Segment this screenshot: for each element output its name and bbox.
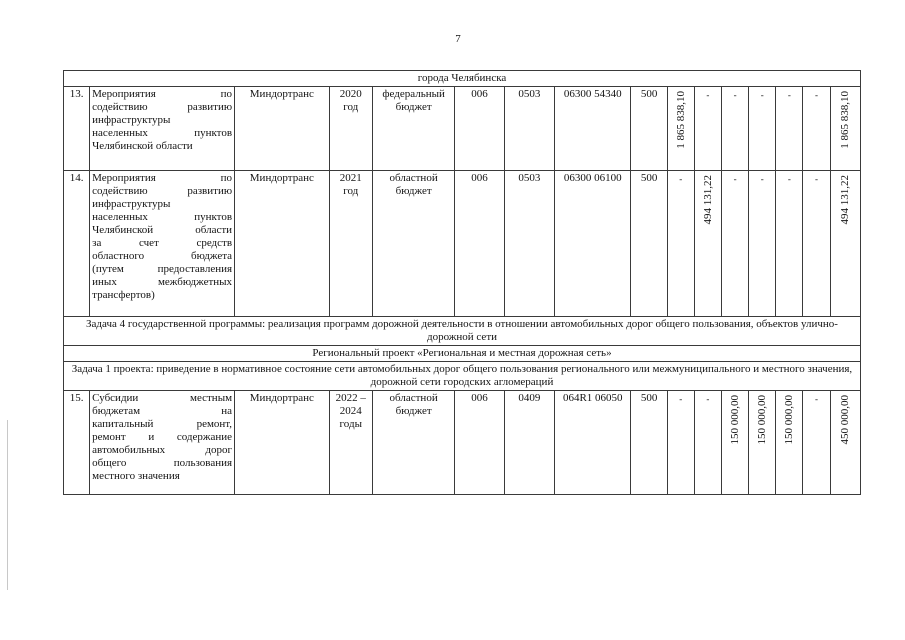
measure-name-line: ремонт и содержание	[92, 431, 233, 443]
amount-cell	[830, 391, 860, 495]
funding-source: федеральный бюджет	[372, 87, 455, 171]
funding-source: областной бюджет	[372, 391, 455, 495]
amount-cell	[830, 171, 860, 317]
amount-dash: -	[815, 90, 819, 100]
amount-dash: -	[760, 90, 764, 100]
amount-dash: -	[733, 174, 737, 184]
amount-dash: -	[787, 174, 791, 184]
period: 2020 год	[329, 87, 372, 171]
program-task-4-row	[64, 317, 861, 346]
measure-name	[90, 171, 235, 317]
table-row	[64, 171, 861, 317]
project-task-1-row	[64, 362, 861, 391]
amount-dash: -	[815, 174, 819, 184]
measure-name-line: местного значения	[92, 470, 180, 482]
amount-value: 1 865 838,10	[839, 91, 852, 149]
code-section: 0503	[504, 171, 554, 317]
measure-name-line: инфраструктуры	[92, 114, 171, 126]
measure-name-line: капитальный ремонт,	[92, 418, 233, 430]
row-number: 13.	[64, 87, 90, 171]
funding-source: областной бюджет	[372, 171, 455, 317]
amount-cell	[803, 87, 830, 171]
amount-dash: -	[760, 174, 764, 184]
amount-cell	[776, 87, 803, 171]
row-number: 14.	[64, 171, 90, 317]
amount-dash: -	[679, 394, 683, 404]
amount-dash: -	[733, 90, 737, 100]
measure-name-line: (путем предоставления	[92, 263, 233, 275]
program-table	[63, 70, 861, 495]
amount-cell	[803, 171, 830, 317]
amount-value: 150 000,00	[783, 395, 796, 445]
page-number: 7	[455, 33, 461, 45]
measure-name	[90, 87, 235, 171]
measure-name-line: населенных пунктов	[92, 127, 233, 139]
amount-cell	[694, 87, 721, 171]
program-task-4: Задача 4 государственной программы: реализация программ дорожной деятельности в отношении автомобильных дорог общего пользования, объектов улично-дорожной сети	[64, 317, 861, 346]
amount-dash: -	[679, 174, 683, 184]
amount-cell	[722, 391, 749, 495]
amount-cell	[749, 87, 776, 171]
executor: Миндортранс	[235, 171, 330, 317]
code-expense-type: 500	[631, 87, 667, 171]
code-target: 06300 54340	[555, 87, 631, 171]
measure-name-line: трансфертов)	[92, 289, 155, 301]
measure-name-line: населенных пунктов	[92, 211, 233, 223]
table-row	[64, 87, 861, 171]
amount-value: 494 131,22	[839, 175, 852, 225]
amount-dash: -	[706, 394, 710, 404]
code-target: 064R1 06050	[555, 391, 631, 495]
amount-cell	[722, 171, 749, 317]
code-expense-type: 500	[631, 171, 667, 317]
measure-name-line: содействию развитию	[92, 101, 233, 113]
code-grbs: 006	[455, 391, 504, 495]
executor: Миндортранс	[235, 87, 330, 171]
amount-cell	[694, 391, 721, 495]
amount-cell	[749, 171, 776, 317]
regional-project-row	[64, 346, 861, 362]
amount-cell	[667, 171, 694, 317]
amount-dash: -	[787, 90, 791, 100]
city-header-row	[64, 71, 861, 87]
project-task-1: Задача 1 проекта: приведение в нормативное состояние сети автомобильных дорог общего пользования регионального или межмуниципального и местного значения, дорожной сети городских агломераций	[64, 362, 861, 391]
code-section: 0503	[504, 87, 554, 171]
measure-name-line: Челябинской области	[92, 140, 193, 152]
amount-value: 494 131,22	[701, 175, 714, 225]
amount-cell	[749, 391, 776, 495]
regional-project: Региональный проект «Региональная и местная дорожная сеть»	[64, 346, 861, 362]
scan-edge-line	[7, 420, 8, 590]
measure-name-line: Челябинской области	[92, 224, 233, 236]
measure-name	[90, 391, 235, 495]
code-expense-type: 500	[631, 391, 667, 495]
code-section: 0409	[504, 391, 554, 495]
measure-name-line: иных межбюджетных	[92, 276, 233, 288]
measure-name-line: содействию развитию	[92, 185, 233, 197]
measure-name-line: за счет средств	[92, 237, 233, 249]
amount-cell	[803, 391, 830, 495]
amount-value: 150 000,00	[729, 395, 742, 445]
measure-name-line: бюджетам на	[92, 405, 233, 417]
measure-name-line: автомобильных дорог	[92, 444, 233, 456]
measure-name-line: общего пользования	[92, 457, 233, 469]
row-number: 15.	[64, 391, 90, 495]
measure-name-line: инфраструктуры	[92, 198, 171, 210]
amount-cell	[776, 171, 803, 317]
amount-value: 450 000,00	[839, 395, 852, 445]
code-grbs: 006	[455, 87, 504, 171]
amount-dash: -	[706, 90, 710, 100]
table-row	[64, 391, 861, 495]
code-grbs: 006	[455, 171, 504, 317]
amount-cell	[830, 87, 860, 171]
amount-cell	[667, 391, 694, 495]
measure-name-line: Мероприятия по	[92, 88, 233, 100]
amount-cell	[722, 87, 749, 171]
amount-cell	[776, 391, 803, 495]
period: 2021 год	[329, 171, 372, 317]
period: 2022 – 2024 годы	[329, 391, 372, 495]
executor: Миндортранс	[235, 391, 330, 495]
code-target: 06300 06100	[555, 171, 631, 317]
amount-value: 150 000,00	[756, 395, 769, 445]
measure-name-line: Субсидии местным	[92, 392, 233, 404]
amount-value: 1 865 838,10	[674, 91, 687, 149]
amount-cell	[694, 171, 721, 317]
measure-name-line: Мероприятия по	[92, 172, 233, 184]
amount-cell	[667, 87, 694, 171]
measure-name-line: областного бюджета	[92, 250, 233, 262]
city-header: города Челябинска	[64, 71, 861, 87]
amount-dash: -	[815, 394, 819, 404]
